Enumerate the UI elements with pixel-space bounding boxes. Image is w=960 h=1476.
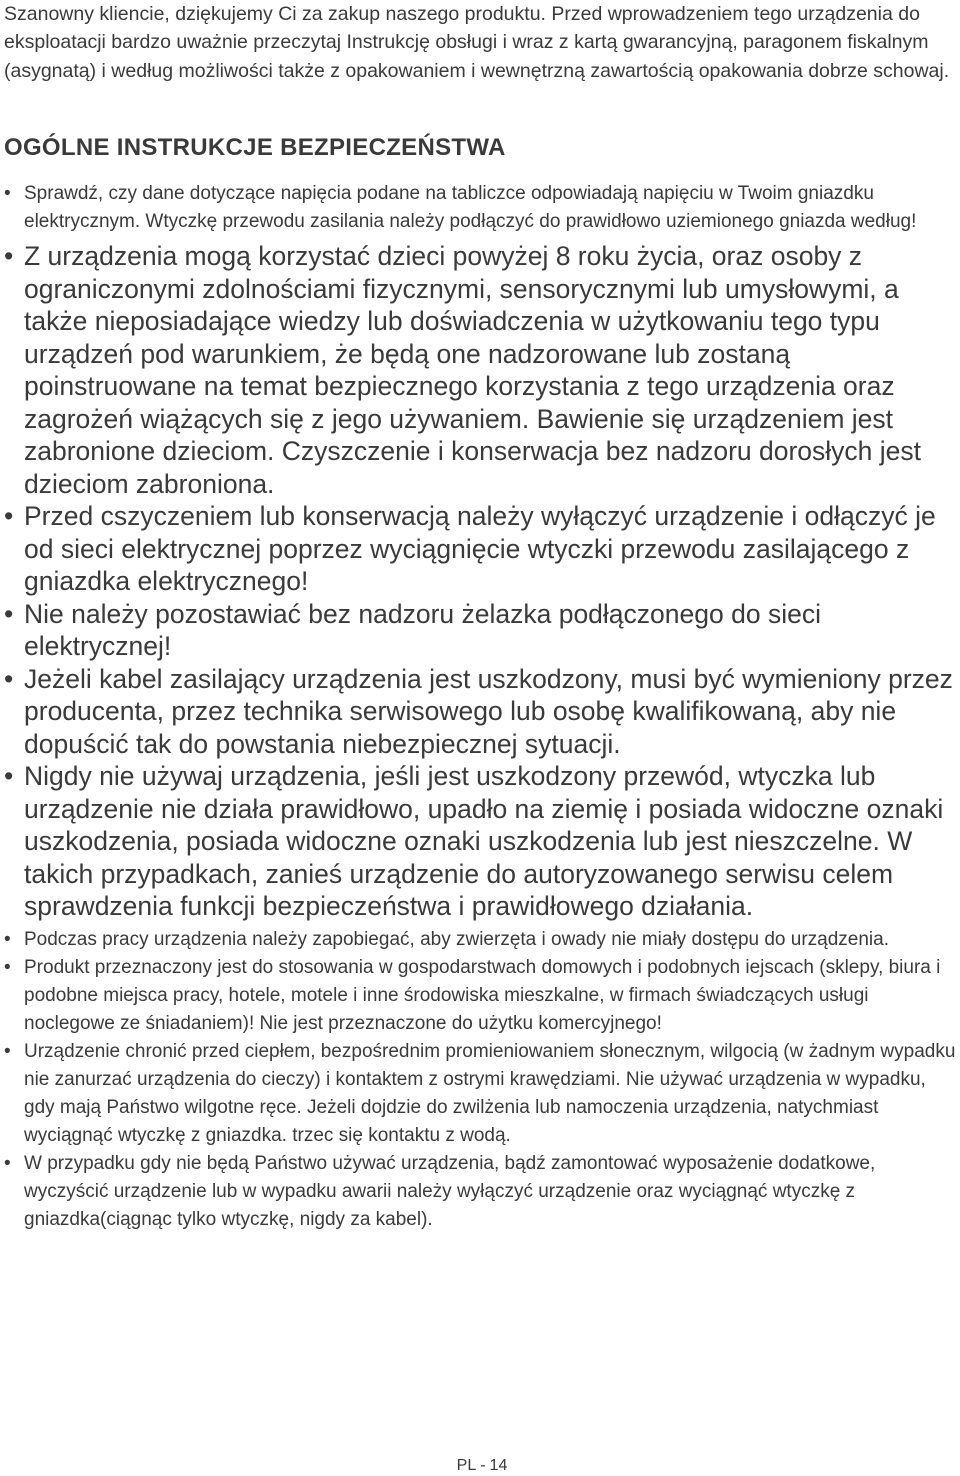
list-item <box>0 760 958 923</box>
bullet-icon: • <box>4 663 14 694</box>
list-item-text: Sprawdź, czy dane dotyczące napięcia podane na tabliczce odpowiadają napięciu w Twoim gniazdku elektrycznym. Wtyczkę przewodu zasilania należy podłączyć do prawidłowo uziemionego gniazda według! <box>24 183 917 232</box>
list-item <box>0 598 958 663</box>
list-item-text: Jeżeli kabel zasilający urządzenia jest uszkodzony, musi być wymieniony przez producenta, przez technika serwisowego lub osobę kwalifikowaną, aby nie dopuścić tak do powstania niebezpiecznej sytuacji. <box>24 663 953 759</box>
page-footer <box>0 1456 960 1476</box>
bullet-icon: • <box>4 1152 11 1174</box>
list-item <box>0 1150 958 1234</box>
list-item <box>0 180 958 236</box>
list-item-text: Urządzenie chronić przed ciepłem, bezpośrednim promieniowaniem słonecznym, wilgocią (w żadnym wypadku nie zanurzać urządzenia do cieczy) i kontaktem z ostrymi krawędziami. Nie używać urządzenia w wypadku, gdy mają Państwo wilgotne ręce. Jeżeli dojdzie do zwilżenia lub namoczenia urządzenia, natychmiast wyciągnąć wtyczkę z gniazdka. trzec się kontaktu z wodą. <box>24 1040 956 1146</box>
list-item <box>0 663 958 761</box>
list-item-text: Z urządzenia mogą korzystać dzieci powyżej 8 roku życia, oraz osoby z ograniczonymi zdolnościami fizycznymi, sensorycznymi lub umysłowymi, a także nieposiadające wiedzy lub doświadczenia w użytkowaniu tego typu urządzeń pod warunkiem, że będą one nadzorowane lub zostaną poinstruowane na temat bezpiecznego korzystania z tego urządzenia oraz zagrożeń wiążących się z jego używaniem. Bawienie się urządzeniem jest zabronione dzieciom. Czyszczenie i konserwacja bez nadzoru dorosłych jest dzieciom zabroniona. <box>24 241 922 499</box>
list-item-text: Przed cszyczeniem lub konserwacją należy wyłączyć urządzenie i odłączyć je od sieci elektrycznej poprzez wyciągnięcie wtyczki przewodu zasilającego z gniazdka elektrycznego! <box>24 501 936 596</box>
bullet-icon: • <box>4 241 14 271</box>
list-item <box>0 500 958 598</box>
bullet-icon: • <box>4 761 14 791</box>
intro-paragraph: Szanowny kliencie, dziękujemy Ci za zakup naszego produktu. Przed wprowadzeniem tego urządzenia do eksploatacji bardzo uważnie przeczytaj Instrukcję obsługi i wraz z kartą gwarancyjną, paragonem fiskalnym (asygnatą) i według możliwości także z opakowaniem i wewnętrzną zawartością opakowania dobrze schowaj. <box>4 3 950 82</box>
footer-language-code: PL <box>456 1457 477 1474</box>
page-number: 14 <box>489 1457 508 1474</box>
list-item-text: Podczas pracy urządzenia należy zapobiegać, aby zwierzęta i owady nie miały dostępu do urządzenia. <box>24 928 889 950</box>
list-item <box>0 954 958 1038</box>
list-item-text: Nigdy nie używaj urządzenia, jeśli jest uszkodzony przewód, wtyczka lub urządzenie nie działa prawidłowo, upadło na ziemię i posiada widoczne oznaki uszkodzenia, posiada widoczne oznaki uszkodzenia lub jest nieszczelne. W takich przypadkach, zanieś urządzenie do autoryzowanego serwisu celem sprawdzenia funkcji bezpieczeństwa i prawidłowego działania. <box>24 761 944 921</box>
list-item <box>0 1038 958 1150</box>
footer-separator: - <box>480 1457 486 1474</box>
safety-instructions-list <box>0 180 958 1234</box>
bullet-icon: • <box>4 956 11 978</box>
bullet-icon: • <box>4 501 14 531</box>
list-item-text: Produkt przeznaczony jest do stosowania w gospodarstwach domowych i podobnych iejscach (sklepy, biura i podobne miejsca pracy, hotele, motele i inne środowiska mieszkalne, w firmach świadczących usługi noclegowe ze śniadaniem)! Nie jest przeznaczone do użytku komercyjnego! <box>24 956 941 1034</box>
bullet-icon: • <box>4 183 11 204</box>
list-item <box>0 926 958 954</box>
list-item <box>0 240 958 500</box>
bullet-icon: • <box>4 1040 11 1062</box>
list-item-text: W przypadku gdy nie będą Państwo używać urządzenia, bądź zamontować wyposażenie dodatkowe, wyczyścić urządzenie lub w wypadku awarii należy wyłączyć urządzenie oraz wyciągnąć wtyczkę z gniazdka(ciągnąc tylko wtyczkę, nigdy za kabel). <box>24 1152 876 1230</box>
bullet-icon: • <box>4 928 11 950</box>
list-item-text: Nie należy pozostawiać bez nadzoru żelazka podłączonego do sieci elektrycznej! <box>24 598 821 661</box>
section-heading: OGÓLNE INSTRUKCJE BEZPIECZEŃSTWA <box>4 134 506 161</box>
bullet-icon: • <box>4 598 14 629</box>
